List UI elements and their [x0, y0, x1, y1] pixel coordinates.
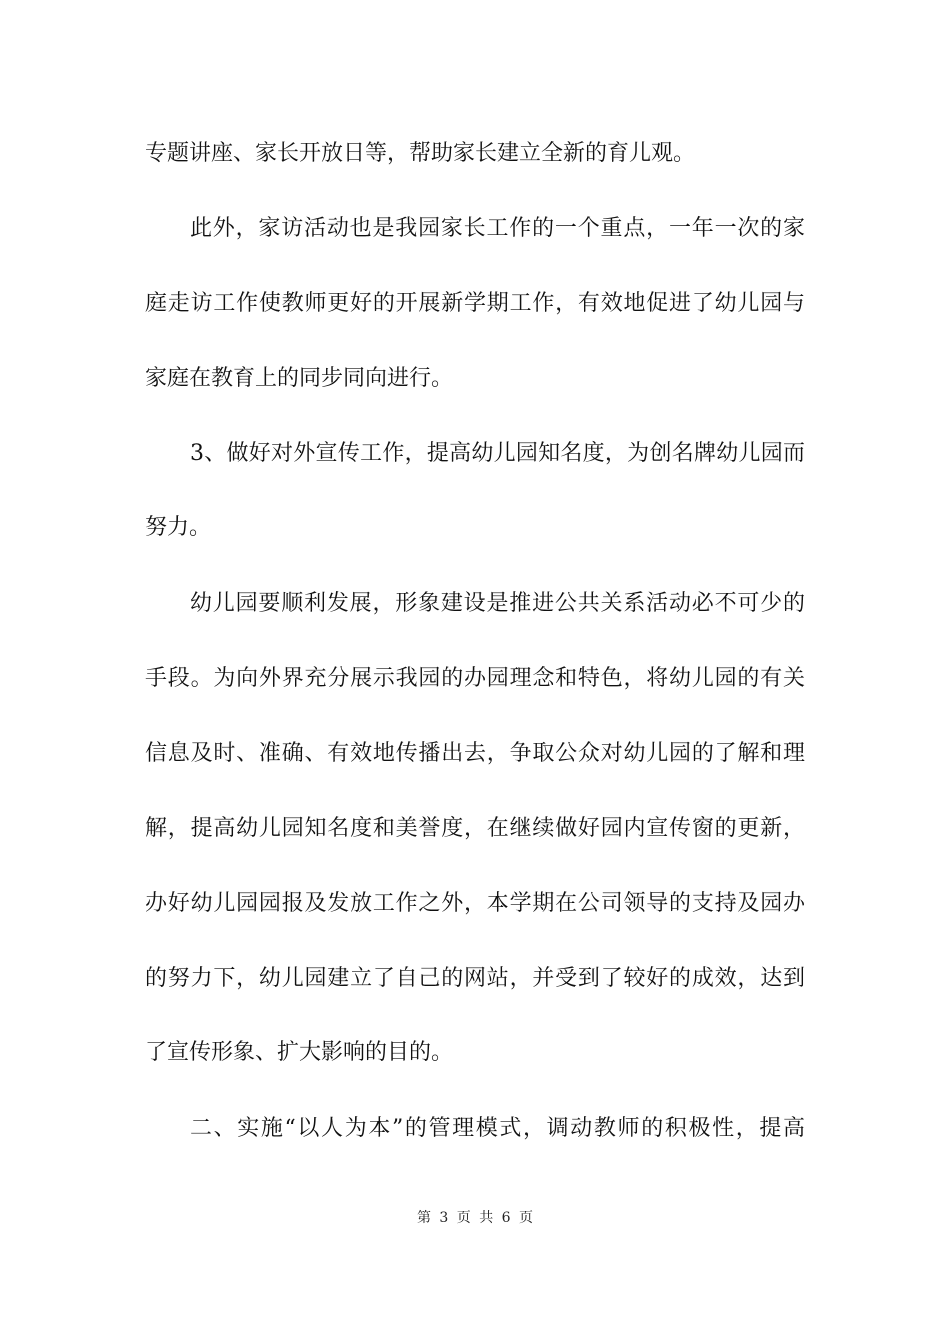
paragraph-line: 努力。 [145, 515, 212, 540]
footer-total-pages: 6 [501, 1210, 511, 1226]
paragraph-line: 此外，家访活动也是我园家长工作的一个重点，一年一次的家 [190, 216, 805, 241]
paragraph-line: 3、做好对外宣传工作，提高幼儿园知名度，为创名牌幼儿园而 [190, 441, 805, 466]
footer-gong: 共 [479, 1210, 494, 1226]
paragraph-line: 解，提高幼儿园知名度和美誉度，在继续做好园内宣传窗的更新， [145, 816, 805, 841]
paragraph-line: 的努力下，幼儿园建立了自己的网站，并受到了较好的成效，达到 [145, 966, 805, 991]
page-footer [0, 1208, 950, 1228]
paragraph-line: 手段。为向外界充分展示我园的办园理念和特色，将幼儿园的有关 [145, 666, 805, 691]
paragraph-line: 家庭在教育上的同步同向进行。 [145, 366, 454, 391]
paragraph-line: 办好幼儿园园报及发放工作之外，本学期在公司领导的支持及园办 [145, 891, 805, 916]
paragraph-line: 专题讲座、家长开放日等，帮助家长建立全新的育儿观。 [145, 141, 696, 166]
paragraph-line: 了宣传形象、扩大影响的目的。 [145, 1040, 454, 1065]
paragraph-line: 庭走访工作使教师更好的开展新学期工作，有效地促进了幼儿园与 [145, 291, 805, 316]
footer-di: 第 [416, 1210, 431, 1226]
footer-ye: 页 [519, 1210, 534, 1226]
paragraph-line: 二、实施“以人为本”的管理模式，调动教师的积极性，提高 [190, 1116, 805, 1141]
paragraph-line: 信息及时、准确、有效地传播出去，争取公众对幼儿园的了解和理 [145, 741, 805, 766]
paragraph-line: 幼儿园要顺利发展，形象建设是推进公共关系活动必不可少的 [190, 591, 805, 616]
footer-page-number: 3 [439, 1210, 449, 1226]
footer-ye: 页 [456, 1210, 471, 1226]
